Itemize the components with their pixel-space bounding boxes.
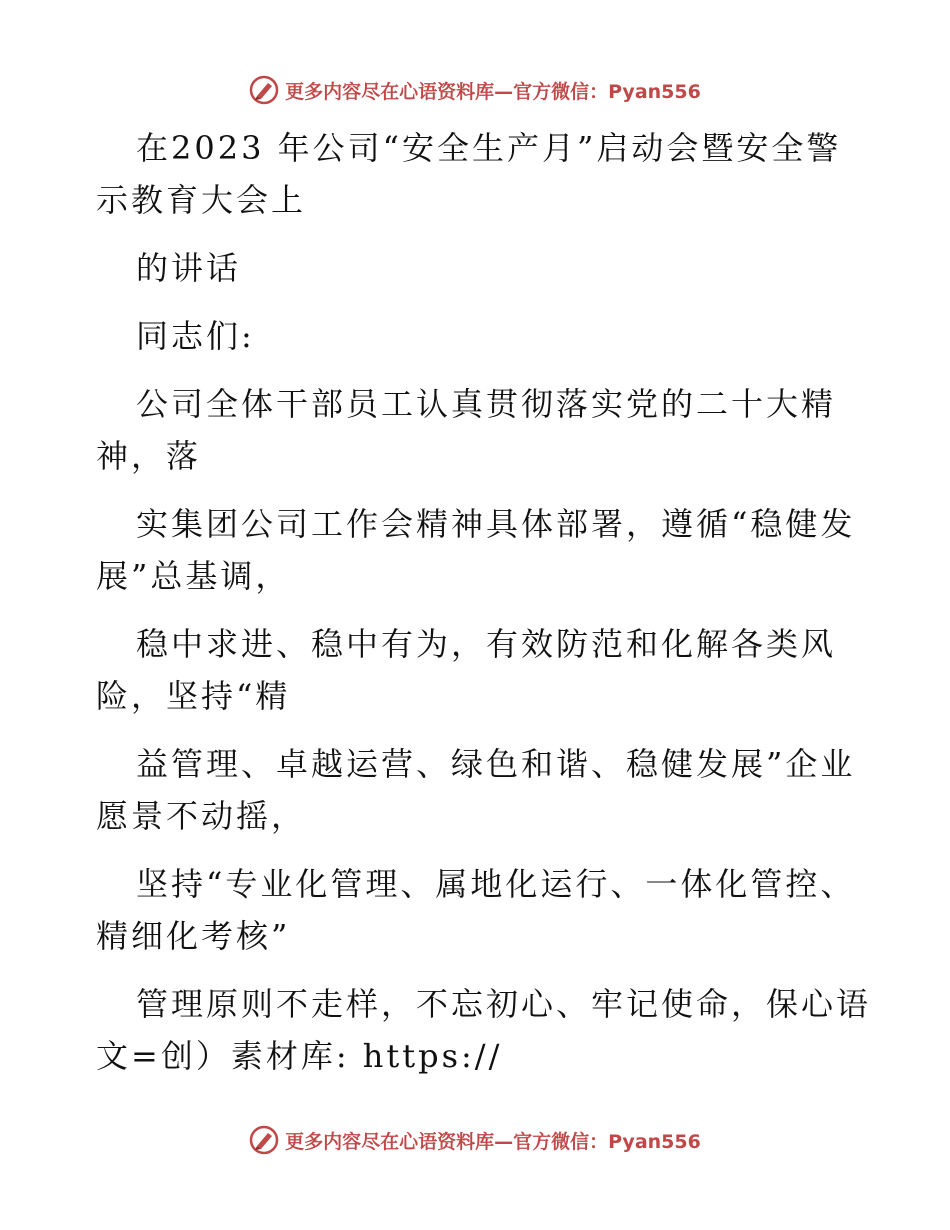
- paragraph-line: 展”总基调，: [96, 557, 291, 595]
- paragraph-line: 险，坚持“精: [96, 677, 291, 715]
- paragraph-line: 益管理、卓越运营、绿色和谐、稳健发展”企业: [136, 745, 856, 783]
- watermark-banner-bottom: [0, 1120, 950, 1160]
- paragraph-line: 神，落: [96, 437, 202, 475]
- title-line-2: 示教育大会上: [96, 181, 307, 219]
- document-body: [96, 122, 872, 1082]
- title-line-3: 的讲话: [136, 249, 242, 287]
- paragraph-line: 精细化考核”: [96, 917, 291, 955]
- paragraph-line: 文=创）素材库: https://: [96, 1037, 503, 1075]
- paragraph-line: 稳中求进、稳中有为，有效防范和化解各类风: [136, 625, 837, 663]
- paragraph-line: 实集团公司工作会精神具体部署，遵循“稳健发: [136, 505, 856, 543]
- salutation: 同志们:: [136, 317, 255, 355]
- watermark-text-top: 更多内容尽在心语资料库—官方微信：Pyan556: [285, 80, 701, 103]
- paragraph-line: 愿景不动摇，: [96, 797, 307, 835]
- paragraph-line: 管理原则不走样，不忘初心、牢记使命，保心语: [136, 985, 872, 1023]
- watermark-banner-top: [0, 70, 950, 110]
- paragraph-line: 坚持“专业化管理、属地化运行、一体化管控、: [136, 865, 856, 903]
- watermark-text-bottom: 更多内容尽在心语资料库—官方微信：Pyan556: [285, 1130, 701, 1153]
- pen-logo-icon: [249, 1125, 279, 1155]
- title-line-1: 在2023 年公司“安全生产月”启动会暨安全警: [136, 129, 842, 167]
- pen-logo-icon: [249, 75, 279, 105]
- paragraph-line: 公司全体干部员工认真贯彻落实党的二十大精: [136, 385, 837, 423]
